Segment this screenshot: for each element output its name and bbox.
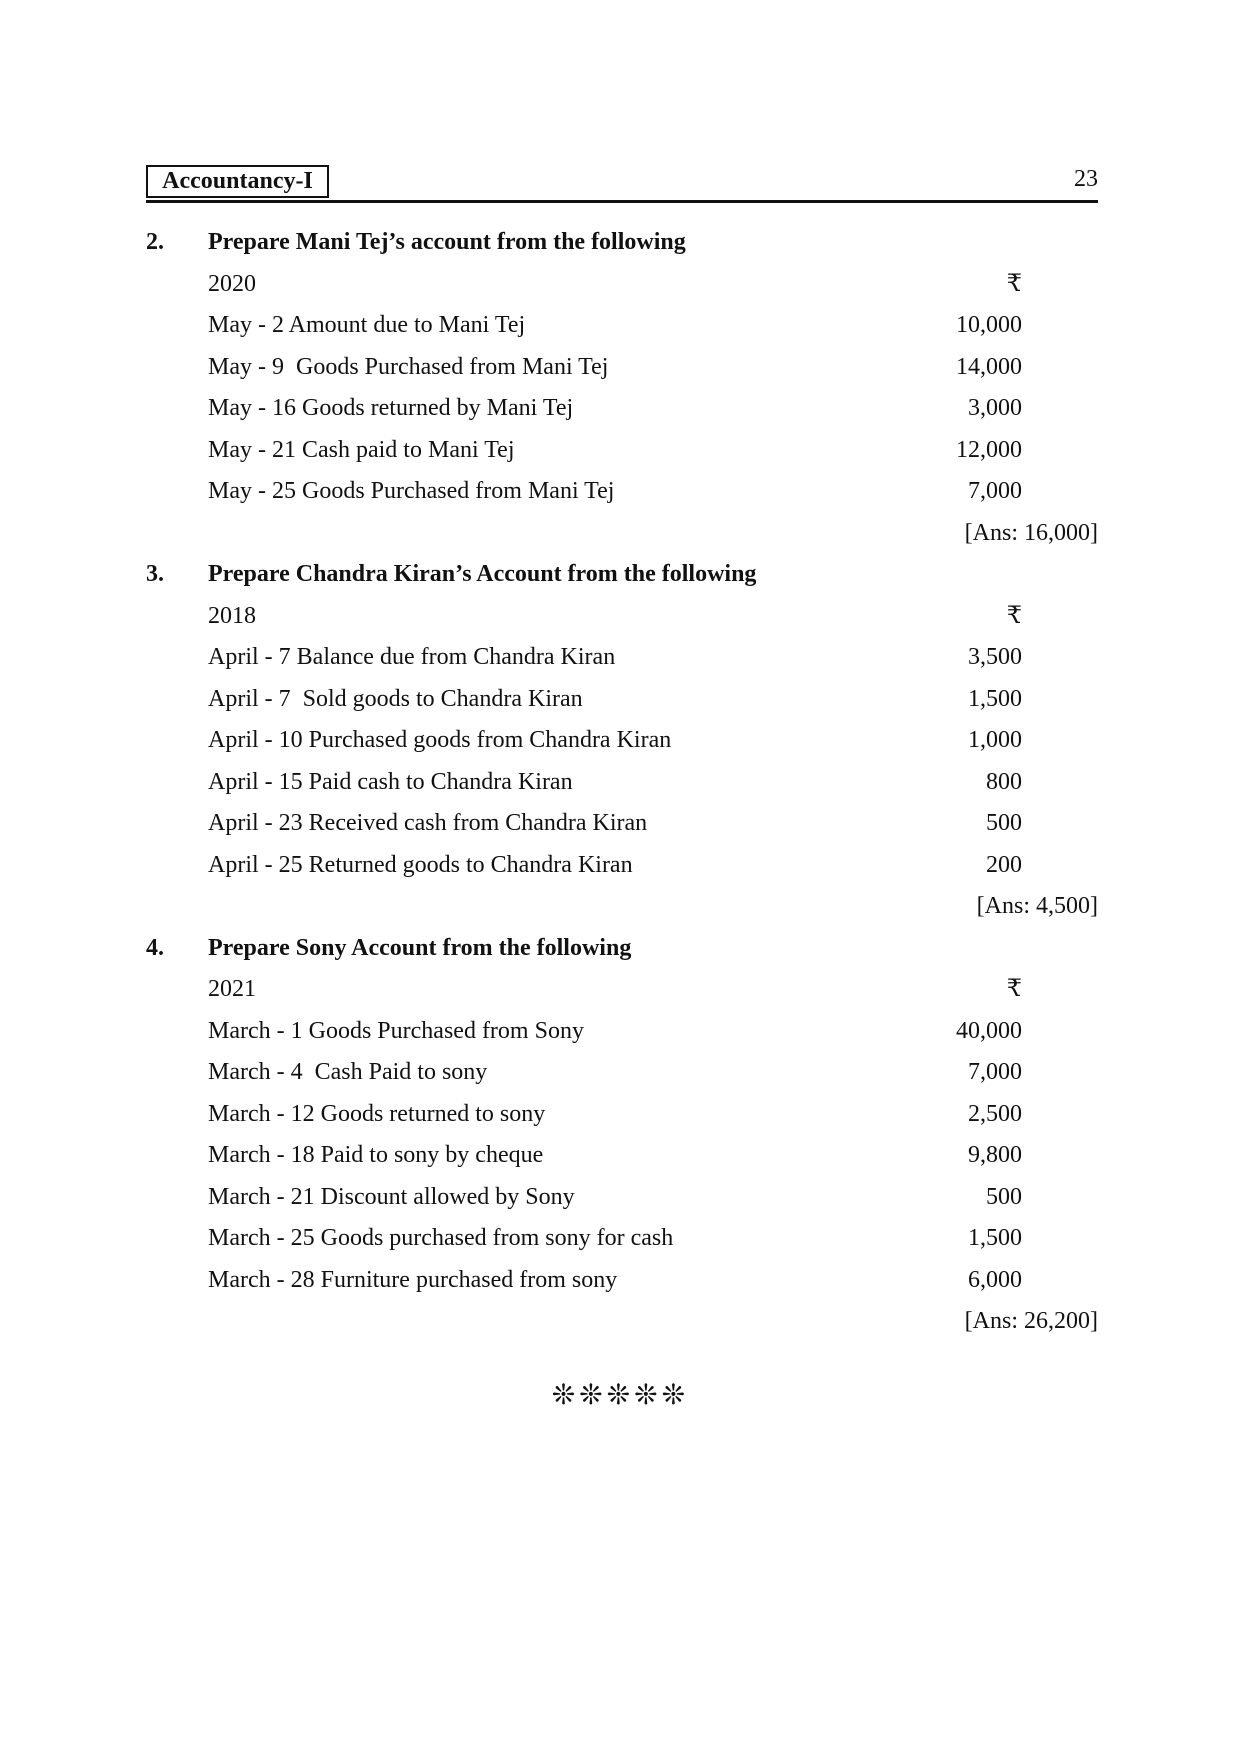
answer-text: [Ans: 16,000] xyxy=(964,519,1098,546)
entry-description: May - 21 Cash paid to Mani Tej xyxy=(208,436,515,463)
entry-amount: 3,000 xyxy=(968,395,1022,421)
entry-row xyxy=(146,347,1098,389)
year-label: 2018 xyxy=(208,602,256,629)
year-label: 2020 xyxy=(208,270,256,297)
entry-row xyxy=(146,637,1098,679)
entry-description: March - 28 Furniture purchased from sony xyxy=(208,1266,618,1293)
entry-row xyxy=(146,679,1098,721)
entry-row xyxy=(146,720,1098,762)
entry-description: March - 18 Paid to sony by cheque xyxy=(208,1142,544,1168)
entry-amount: 9,800 xyxy=(968,1142,1022,1168)
entry-description: March - 4 Cash Paid to sony xyxy=(208,1059,488,1085)
entry-amount: 1,500 xyxy=(968,685,1022,712)
question-4 xyxy=(146,928,1098,1343)
year-row xyxy=(146,969,1098,1011)
entry-amount: 40,000 xyxy=(956,1017,1022,1044)
entry-amount: 800 xyxy=(986,768,1022,795)
question-2 xyxy=(146,222,1098,554)
answer-text: [Ans: 4,500] xyxy=(976,893,1098,919)
entry-amount: 7,000 xyxy=(968,478,1022,504)
entry-description: March - 12 Goods returned to sony xyxy=(208,1100,546,1127)
entry-amount: 7,000 xyxy=(968,1059,1022,1085)
entry-description: March - 21 Discount allowed by Sony xyxy=(208,1183,575,1210)
entry-amount: 14,000 xyxy=(956,353,1022,380)
question-number: 3. xyxy=(146,561,164,587)
rupee-icon: ₹ xyxy=(1006,270,1022,297)
entry-row xyxy=(146,305,1098,347)
header-rule xyxy=(146,200,1098,203)
entry-description: May - 9 Goods Purchased from Mani Tej xyxy=(208,353,609,380)
entry-row xyxy=(146,1011,1098,1053)
entry-row xyxy=(146,430,1098,472)
question-title: Prepare Mani Tej’s account from the following xyxy=(208,229,686,255)
entry-description: April - 23 Received cash from Chandra Kiran xyxy=(208,810,648,836)
entry-amount: 500 xyxy=(986,810,1022,836)
entry-amount: 1,000 xyxy=(968,727,1022,753)
year-label: 2021 xyxy=(208,976,256,1002)
entry-row xyxy=(146,388,1098,430)
entry-amount: 500 xyxy=(986,1183,1022,1210)
entry-amount: 6,000 xyxy=(968,1266,1022,1293)
page-header xyxy=(146,165,1098,205)
year-row xyxy=(146,596,1098,638)
entry-row xyxy=(146,1260,1098,1302)
entry-description: April - 10 Purchased goods from Chandra Kiran xyxy=(208,727,672,753)
entry-description: May - 25 Goods Purchased from Mani Tej xyxy=(208,478,615,504)
page-number: 23 xyxy=(1074,166,1098,192)
answer-row xyxy=(146,886,1098,928)
entry-amount: 2,500 xyxy=(968,1100,1022,1127)
entry-description: March - 25 Goods purchased from sony for cash xyxy=(208,1225,674,1251)
question-list xyxy=(146,222,1098,1343)
answer-row xyxy=(146,513,1098,555)
entry-amount: 1,500 xyxy=(968,1225,1022,1251)
entry-description: April - 25 Returned goods to Chandra Kiran xyxy=(208,851,633,878)
question-title: Prepare Chandra Kiran’s Account from the following xyxy=(208,561,757,587)
entry-row xyxy=(146,1177,1098,1219)
entry-description: April - 15 Paid cash to Chandra Kiran xyxy=(208,768,573,795)
entry-row xyxy=(146,1135,1098,1177)
answer-row xyxy=(146,1301,1098,1343)
question-heading xyxy=(146,222,1098,264)
entry-row xyxy=(146,762,1098,804)
rupee-icon: ₹ xyxy=(1006,976,1022,1002)
entry-description: April - 7 Sold goods to Chandra Kiran xyxy=(208,685,583,712)
entry-description: May - 2 Amount due to Mani Tej xyxy=(208,312,526,338)
question-number: 4. xyxy=(146,934,164,961)
entry-amount: 10,000 xyxy=(956,312,1022,338)
entry-amount: 3,500 xyxy=(968,644,1022,670)
entry-row xyxy=(146,845,1098,887)
entry-description: March - 1 Goods Purchased from Sony xyxy=(208,1017,584,1044)
answer-text: [Ans: 26,200] xyxy=(964,1308,1098,1334)
rupee-icon: ₹ xyxy=(1006,602,1022,629)
question-number: 2. xyxy=(146,229,164,255)
entry-row xyxy=(146,1218,1098,1260)
question-heading xyxy=(146,928,1098,970)
entry-description: April - 7 Balance due from Chandra Kiran xyxy=(208,644,616,670)
year-row xyxy=(146,264,1098,306)
entry-row xyxy=(146,1094,1098,1136)
entry-description: May - 16 Goods returned by Mani Tej xyxy=(208,395,574,421)
entry-row xyxy=(146,471,1098,513)
entry-amount: 12,000 xyxy=(956,436,1022,463)
entry-amount: 200 xyxy=(986,851,1022,878)
question-title: Prepare Sony Account from the following xyxy=(208,934,632,961)
question-heading xyxy=(146,554,1098,596)
question-3 xyxy=(146,554,1098,928)
end-ornament: ❊❊❊❊❊ xyxy=(551,1378,690,1411)
entry-row xyxy=(146,803,1098,845)
entry-row xyxy=(146,1052,1098,1094)
subject-label: Accountancy-I xyxy=(146,165,329,198)
